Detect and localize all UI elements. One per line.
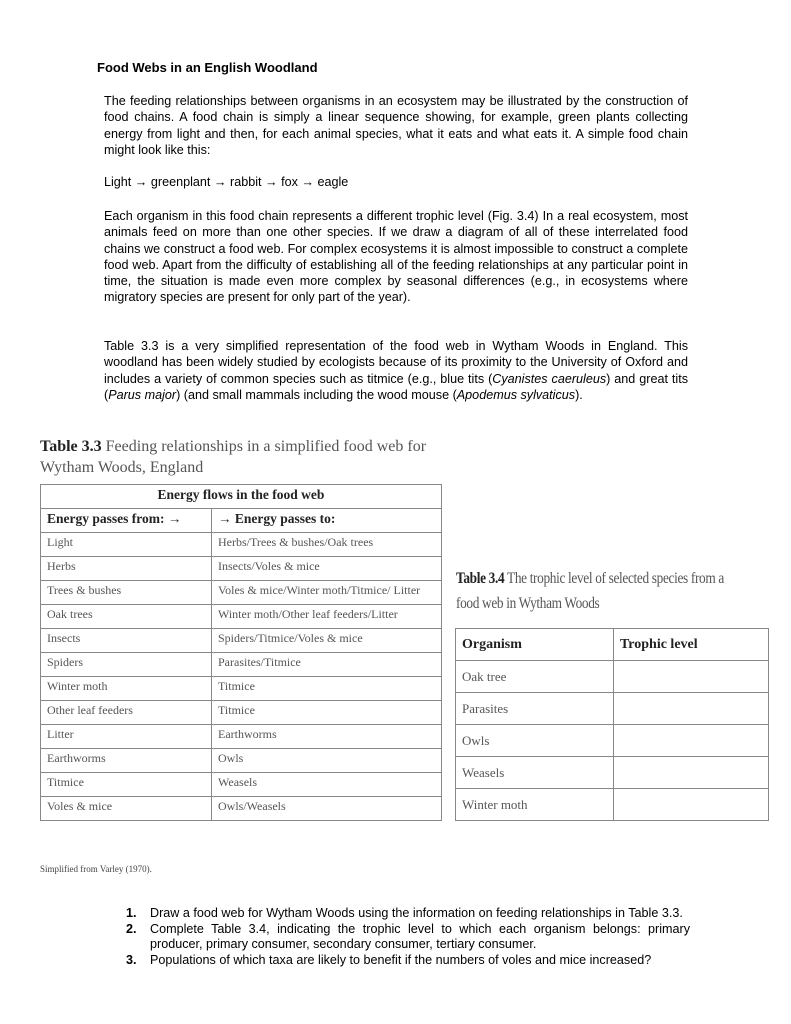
para-text: ). <box>575 387 583 402</box>
table-row <box>456 725 769 757</box>
question-list <box>126 906 690 968</box>
food-web-paragraph: Each organism in this food chain represents a different trophic level (Fig. 3.4) In a real ecosystem, most animals feed on more than one other species. If we draw a diagram of all of these interrelated food chains we construct a food web. For complex ecosystems it is almost impossible to construct a complete food web. Apart from the difficulty of establishing all of the feeding relationships at any particular point in time, the situation is made even more complex by seasonal differences (e.g., in ecosystems where migratory species are present for only part of the year). <box>104 209 688 305</box>
cell-energy-from: Light <box>41 533 212 557</box>
table-row <box>456 789 769 821</box>
table-row <box>456 661 769 693</box>
cell-energy-from: Titmice <box>41 773 212 797</box>
question-text: Populations of which taxa are likely to benefit if the numbers of voles and mice increased? <box>150 952 652 967</box>
column-header-from: Energy passes from: → <box>41 509 212 533</box>
cell-energy-to: Spiders/Titmice/Voles & mice <box>212 629 442 653</box>
cell-energy-to: Winter moth/Other leaf feeders/Litter <box>212 605 442 629</box>
table-3-4 <box>455 628 769 821</box>
table-row <box>41 605 442 629</box>
cell-energy-from: Insects <box>41 629 212 653</box>
cell-energy-from: Herbs <box>41 557 212 581</box>
cell-energy-to: Parasites/Titmice <box>212 653 442 677</box>
question-text: Draw a food web for Wytham Woods using the information on feeding relationships in Table 3.3. <box>150 906 683 920</box>
caption-text: food web in Wytham Woods <box>456 595 600 612</box>
cell-energy-to: Insects/Voles & mice <box>212 557 442 581</box>
table-row <box>41 725 442 749</box>
cell-energy-to: Titmice <box>212 677 442 701</box>
cell-trophic-level <box>614 725 769 757</box>
table-row <box>41 581 442 605</box>
para-text: Table 3.3 is a very simplified representation of the food web in Wytham Woods in England. This woodland has been widely studied by ecologists because of its proximity to the University of Oxford and includes a variety of common species such as titmice (e.g., blue tits ( <box>104 339 688 386</box>
cell-energy-from: Earthworms <box>41 749 212 773</box>
table-row <box>41 629 442 653</box>
cell-energy-from: Winter moth <box>41 677 212 701</box>
column-header-trophic-level: Trophic level <box>614 629 769 661</box>
cell-energy-from: Trees & bushes <box>41 581 212 605</box>
food-chain-example: Light → greenplant → rabbit → fox → eagle <box>104 175 349 189</box>
table-row <box>41 677 442 701</box>
table-row <box>41 653 442 677</box>
column-header-to: → Energy passes to: <box>212 509 442 533</box>
cell-energy-from: Spiders <box>41 653 212 677</box>
table-source-note: Simplified from Varley (1970). <box>40 864 152 874</box>
table-row <box>456 693 769 725</box>
species-name: Parus major <box>108 387 177 402</box>
question-item <box>126 922 690 953</box>
cell-energy-to: Voles & mice/Winter moth/Titmice/ Litter <box>212 581 442 605</box>
cell-energy-from: Oak trees <box>41 605 212 629</box>
caption-text: The trophic level of selected species from a <box>504 570 724 587</box>
para-text: ) and great tits ( <box>104 371 688 402</box>
wytham-paragraph <box>104 338 688 403</box>
caption-text: Feeding relationships in a simplified food web for Wytham Woods, England <box>40 438 427 476</box>
cell-energy-to: Titmice <box>212 701 442 725</box>
species-name: Apodemus sylvaticus <box>456 387 576 402</box>
cell-organism: Owls <box>456 725 614 757</box>
cell-trophic-level <box>614 789 769 821</box>
cell-trophic-level <box>614 757 769 789</box>
table-row <box>41 533 442 557</box>
table-3-4-caption <box>456 566 724 616</box>
cell-organism: Parasites <box>456 693 614 725</box>
cell-energy-to: Owls <box>212 749 442 773</box>
table-row <box>456 757 769 789</box>
table-body <box>456 661 769 821</box>
cell-energy-from: Voles & mice <box>41 797 212 821</box>
question-number: 1. <box>126 906 137 920</box>
caption-label: Table 3.4 <box>456 570 505 587</box>
question-number: 3. <box>126 952 137 967</box>
cell-energy-from: Litter <box>41 725 212 749</box>
cell-organism: Winter moth <box>456 789 614 821</box>
cell-trophic-level <box>614 693 769 725</box>
table-header: Energy flows in the food web <box>41 485 442 509</box>
species-name: Cyanistes caeruleus <box>492 371 607 386</box>
table-row <box>41 701 442 725</box>
column-header-organism: Organism <box>456 629 614 661</box>
caption-label: Table 3.3 <box>40 438 102 455</box>
question-text: Complete Table 3.4, indicating the trophic level to which each organism belongs: primary producer, primary consumer, secondary consumer, tertiary consumer. <box>150 921 690 952</box>
cell-energy-to: Weasels <box>212 773 442 797</box>
table-row <box>41 749 442 773</box>
question-number: 2. <box>126 921 137 936</box>
table-3-3-caption <box>40 436 450 478</box>
question-item <box>126 953 690 969</box>
cell-trophic-level <box>614 661 769 693</box>
table-3-3 <box>40 484 442 821</box>
para-text: ) (and small mammals including the wood mouse ( <box>176 387 457 402</box>
table-row <box>41 773 442 797</box>
table-row <box>41 557 442 581</box>
cell-energy-from: Other leaf feeders <box>41 701 212 725</box>
document-title: Food Webs in an English Woodland <box>97 60 318 75</box>
table-body <box>41 533 442 821</box>
cell-energy-to: Herbs/Trees & bushes/Oak trees <box>212 533 442 557</box>
cell-energy-to: Owls/Weasels <box>212 797 442 821</box>
table-row <box>41 797 442 821</box>
intro-paragraph: The feeding relationships between organisms in an ecosystem may be illustrated by the construction of food chains. A food chain is simply a linear sequence showing, for example, green plants collecting energy from light and then, for each animal species, what it eats and what eats it. A simple food chain might look like this: <box>104 94 688 157</box>
cell-energy-to: Earthworms <box>212 725 442 749</box>
question-item <box>126 906 690 922</box>
cell-organism: Weasels <box>456 757 614 789</box>
cell-organism: Oak tree <box>456 661 614 693</box>
